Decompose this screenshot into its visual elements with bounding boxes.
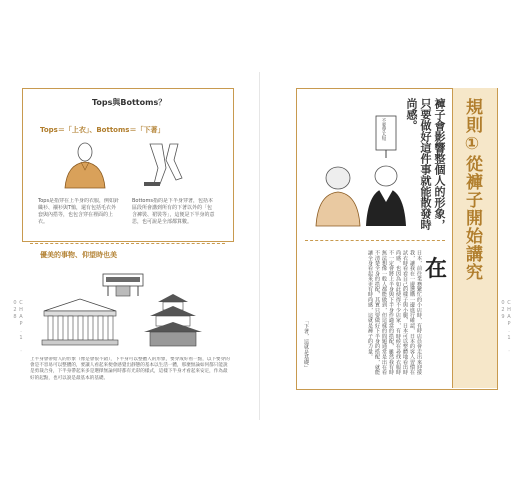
rule-number: 規則① xyxy=(462,98,482,155)
tops-bottoms-definition: Tops＝「上衣」、Bottoms＝「下著」 xyxy=(40,126,165,134)
right-body-text-continued: 「下著，這就是基礎」 xyxy=(303,318,309,370)
right-page-number: CHAP.1 ‧ 029 xyxy=(500,300,512,356)
book-gutter xyxy=(259,72,260,420)
section2-heading: 優美的事物、仰望時也美 xyxy=(40,251,117,259)
bottoms-caption: Bottoms指的是下半身穿著，包括本區段所會講到所有的下著以外的「包含褲裝、裙裝等」，這便是下半身的意思，也可說是全部都算數。 xyxy=(132,198,215,225)
people-illustration xyxy=(308,158,418,228)
left-page-number: CHAP.1 ‧ 028 xyxy=(12,300,24,356)
drop-cap: 在 xyxy=(425,257,448,282)
box-title: Tops與Bottoms？ xyxy=(92,98,167,107)
subtitle: 褲子會影響整個人的形象，只要做好這件事就能散發時尚感。 xyxy=(405,98,446,230)
section-divider xyxy=(30,243,225,244)
bottoms-illustration xyxy=(140,140,190,190)
left-body-text: 上半身會帶給人的形象（像是會很不錯），下半身可以整體人的形象，要穿成好看一點，以下要穿的會是不容易可以整體的，要讓人看起來便會感覺出靜態的基本以生活一體，那麼無論如何都只能說是剪裁合身，下半身帶起來多是選擇無論何時都有光彩的樣式，這樣下半身才看起來安定，作為最好的起點，也可以說是最基本的基礎。 xyxy=(30,357,230,381)
tops-illustration xyxy=(55,140,115,190)
rule-title xyxy=(461,98,483,281)
right-body-text: 日本，前往業務繁忙的小店時，有時店員會走出來迎接我，讓我在一邊選購一邊進行確認，日本的客人習慣在試衣時看看自己的樣子與小腿，日本可以整體地看出時尚感，也因為如此使得不少店家，有時候在尋找衣服時不一定會將上半身與下半身作適當的搭配，雖然我有時無法想像一般人都能做到，但這樣的問題通常是出在看不清楚全身的搭配，其實只要做好下半身的搭配，就能讓全身看起來更有時尚感，這就是褲子的力量。 xyxy=(367,250,422,375)
sign-illustration xyxy=(373,113,399,159)
sign-text: 不要穿太短 xyxy=(381,118,386,141)
parthenon-illustration xyxy=(40,293,120,348)
tops-caption: Tops是指穿在上半身的衣服，例如針織衫、襯衫與T恤，還有包括毛衣外套與內搭等，也包含穿在裡面的上衣。 xyxy=(38,198,120,225)
castle-illustration xyxy=(138,292,208,350)
right-divider xyxy=(305,240,445,241)
rule-heading: 從褲子開始講究 xyxy=(462,155,482,281)
